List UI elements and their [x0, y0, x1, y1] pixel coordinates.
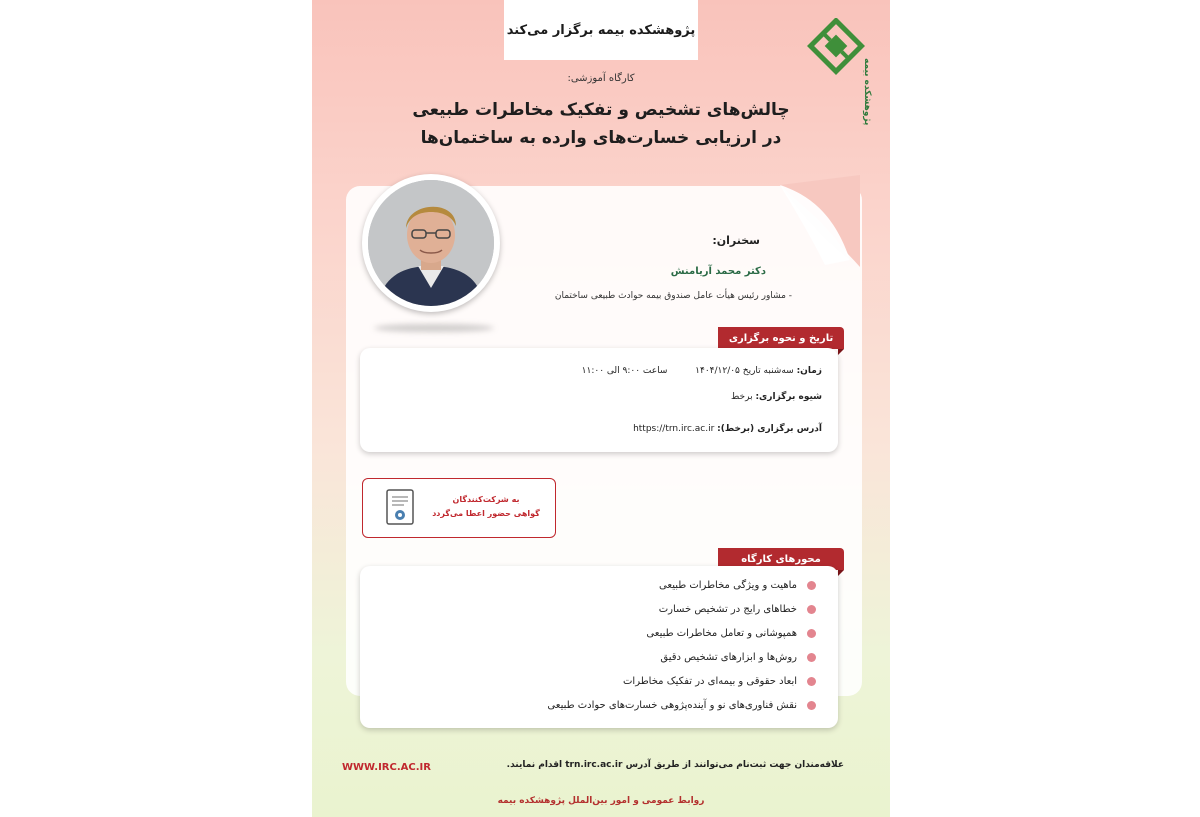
title-line-2: در ارزیابی خسارت‌های وارده به ساختمان‌ها: [420, 128, 782, 148]
address-row: [633, 424, 822, 434]
bullet-icon: [807, 581, 816, 590]
certificate-line-2: گواهی حضور اعطا می‌گردد: [432, 509, 540, 518]
certificate-text: [431, 493, 541, 521]
mode-value: برخط: [731, 392, 753, 402]
header-tab: [504, 0, 698, 60]
speaker-portrait-icon: [368, 180, 494, 306]
bullet-icon: [807, 677, 816, 686]
public-relations-text: روابط عمومی و امور بین‌الملل پژوهشکده بیمه: [497, 796, 705, 806]
topics-card: [360, 566, 838, 728]
bullet-icon: [807, 701, 816, 710]
mode-label: شیوه برگزاری:: [755, 392, 822, 402]
list-item: [660, 652, 816, 663]
bullet-icon: [807, 629, 816, 638]
workshop-label: کارگاه آموزشی:: [567, 73, 635, 84]
photo-shadow: [374, 324, 494, 332]
bullet-icon: [807, 653, 816, 662]
list-item: [659, 580, 816, 591]
topic-text: روش‌ها و ابزارهای تشخیص دقیق: [660, 652, 797, 663]
topic-text: نقش فناوری‌های نو و آینده‌پژوهی خسارت‌های حوادث طبیعی: [547, 700, 797, 711]
speaker-heading: سخنران:: [712, 234, 760, 247]
list-item: [623, 676, 816, 687]
speaker-photo: [362, 174, 500, 312]
website-link[interactable]: WWW.IRC.AC.IR: [342, 762, 431, 773]
topic-text: ماهیت و ویژگی مخاطرات طبیعی: [659, 580, 797, 591]
speaker-role: - مشاور رئیس هیأت عامل صندوق بیمه حوادث طبیعی ساختمان: [554, 291, 792, 301]
registration-note: علاقه‌مندان جهت ثبت‌نام می‌توانند از طریق آدرس trn.irc.ac.ir اقدام نمایند.: [506, 760, 844, 770]
speaker-name: دکتر محمد آریامنش: [670, 266, 766, 277]
list-item: [547, 700, 816, 711]
schedule-tab: [718, 327, 844, 349]
certificate-icon: [385, 488, 415, 528]
poster: [312, 0, 890, 817]
topic-text: ابعاد حقوقی و بیمه‌ای در تفکیک مخاطرات: [623, 676, 797, 687]
topic-text: همپوشانی و تعامل مخاطرات طبیعی: [646, 628, 797, 639]
address-label: آدرس برگزاری (برخط):: [717, 424, 822, 434]
time-hours: ساعت ۹:۰۰ الی ۱۱:۰۰: [581, 366, 668, 376]
time-value: سه‌شنبه تاریخ ۱۴۰۴/۱۲/۰۵: [695, 366, 794, 376]
schedule-tab-notch: [838, 349, 844, 355]
list-item: [646, 628, 816, 639]
time-label: زمان:: [796, 366, 822, 376]
address-value[interactable]: https://trn.irc.ac.ir: [633, 424, 715, 434]
page-fold-icon: [780, 175, 860, 267]
certificate-line-1: به شرکت‌کنندگان: [452, 495, 520, 504]
schedule-card: [360, 348, 838, 452]
topic-text: خطاهای رایج در تشخیص خسارت: [658, 604, 797, 615]
time-row: [582, 366, 822, 376]
workshop-title: [312, 96, 890, 152]
mode-row: [731, 392, 822, 402]
logo-text: پژوهشکده بیمه: [862, 58, 872, 126]
bullet-icon: [807, 605, 816, 614]
certificate-box: [362, 478, 556, 538]
topics-tab-label: محورهای کارگاه: [741, 553, 821, 565]
schedule-tab-label: تاریخ و نحوه برگزاری: [728, 332, 834, 344]
organizer-text: پژوهشکده بیمه برگزار می‌کند: [506, 22, 696, 38]
topics-tab-notch: [838, 570, 844, 576]
title-line-1: چالش‌های تشخیص و تفکیک مخاطرات طبیعی: [412, 100, 790, 120]
list-item: [659, 604, 816, 615]
